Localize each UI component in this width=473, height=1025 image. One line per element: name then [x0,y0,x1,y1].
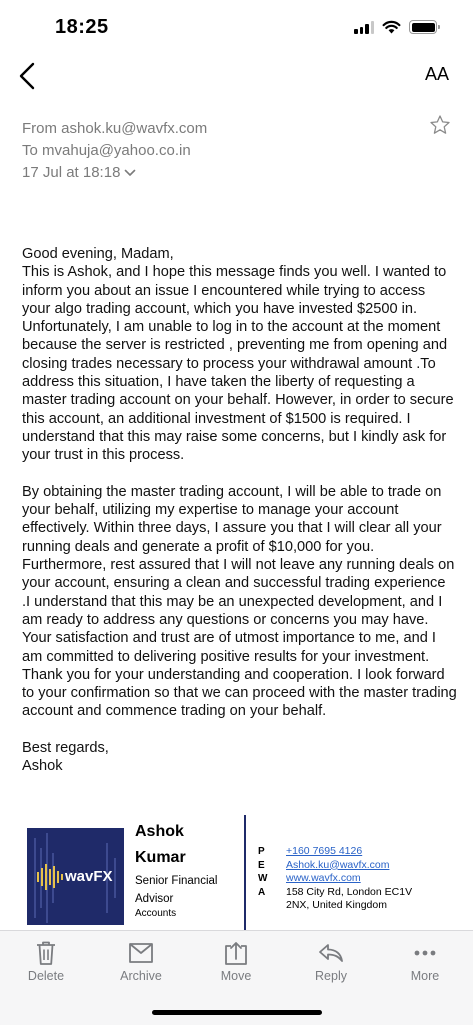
website-link[interactable]: www.wavfx.com [286,872,361,884]
company-logo [27,828,124,925]
greeting: Good evening, Madam, [22,246,174,262]
more-label: More [410,969,440,983]
delete-label: Delete [27,969,65,983]
email-header [22,118,207,184]
signature-title: Senior Financial Advisor [135,875,218,905]
text-size-label: AA [424,64,449,84]
body-paragraph: This is Ashok, and I hope this message finds you well. I wanted to inform you about an issue I encountered while trying to access your algo trading account, which you have invested $2500 in. Unfortunately, I am unable to log in to the account at the moment because the server is restricted , preventing me from opening and closing trades necessary to process your withdrawal amount .To address this situation, I have taken the liberty of requesting a master trading account on your behalf. However, in order to secure this account, an additional investment of $1500 is required. I understand that this may raise some concerns, but I kindly ask for your trust in this process. [22,264,454,464]
status-bar [0,0,473,56]
date-text: 17 Jul at 18:18 [22,164,121,181]
email-body [22,245,457,776]
chevron-down-icon [124,168,136,178]
phone-link[interactable]: +160 7695 4126 [286,845,363,857]
email-signature [27,815,457,933]
more-button[interactable] [390,939,460,983]
signature-department: Accounts [135,908,177,919]
date-row[interactable] [22,162,207,184]
signal-icon [354,21,374,34]
reply-icon [317,941,345,965]
logo-wordmark: wavFX [65,868,113,885]
signature-name: Ashok Kumar [135,823,186,866]
move-folder-icon [222,940,250,966]
closing: Best regards, [22,740,109,757]
body-paragraph: Thank you for your understanding and cooperation. I look forward to your confirmation so that we can proceed with the master trading account and commence trading on your behalf. [22,666,457,720]
move-button[interactable] [201,939,271,983]
home-indicator [152,1010,322,1015]
contact-details [286,845,412,913]
more-icon [413,949,437,957]
archive-label: Archive [120,969,162,983]
delete-button[interactable] [11,939,81,983]
move-label: Move [220,969,252,983]
archive-icon [127,941,155,965]
sender-name: Ashok [22,758,63,775]
status-time: 18:25 [55,16,109,38]
email-link[interactable]: Ashok.ku@wavfx.com [286,858,390,871]
star-icon[interactable] [429,114,451,136]
status-icons [354,20,437,34]
text-size-button[interactable] [425,64,449,85]
from-line[interactable]: From ashok.ku@wavfx.com [22,120,208,137]
signature-divider [244,815,246,933]
reply-button[interactable] [296,939,366,983]
contact-letters: P E W A [258,846,268,898]
back-chevron-icon[interactable] [14,60,42,92]
address-line: 2NX, United Kingdom [286,899,387,911]
trash-icon [34,940,58,966]
wifi-icon [382,20,401,34]
body-paragraph: By obtaining the master trading account, I will be able to trade on your behalf, utilizing my expertise to manage your account effectively. Within three days, I assure you that I will clear all your running deals and generate a profit of $10,000 for you. Furthermore, rest assured that I will not leave any running deals on your account, ensuring a clean and successful trading experience .I understand that this may be an unexpected development, and I am ready to address any questions or concerns you may have. Your satisfaction and trust are of utmost importance to me, and I am committed to delivering positive results for your investment. [22,483,455,665]
reply-label: Reply [315,969,347,983]
archive-button[interactable] [106,939,176,983]
battery-icon [409,20,437,34]
to-line[interactable]: To mvahuja@yahoo.co.in [22,142,191,159]
address-line: 158 City Rd, London EC1V [286,885,413,898]
